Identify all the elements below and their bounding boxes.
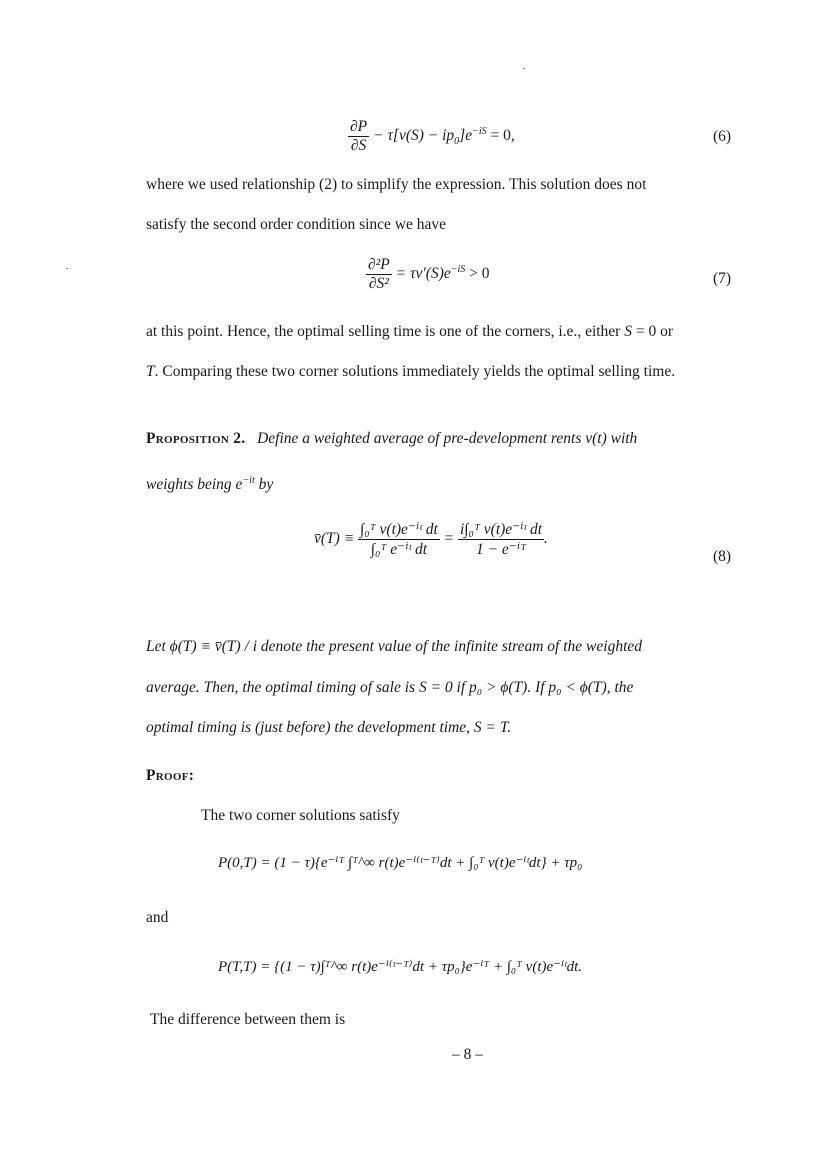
- eq6-fraction: [348, 118, 369, 155]
- text-line: The difference between them is: [150, 1011, 346, 1028]
- proposition-label: Proposition 2.: [146, 430, 246, 447]
- proposition-text: optimal timing is (just before) the development time, S = T.: [146, 719, 512, 736]
- equation-7: [366, 256, 490, 293]
- text-line: satisfy the second order condition since we have: [146, 216, 447, 233]
- proposition-heading: [146, 430, 637, 448]
- eq7-denominator: ∂S²: [366, 274, 392, 293]
- proposition-text: Define a weighted average of pre-development rents v(t) with: [257, 430, 638, 447]
- eq7-fraction: [366, 256, 392, 293]
- text-line: The two corner solutions satisfy: [201, 807, 400, 824]
- equation-6-number: (6): [713, 128, 732, 145]
- text-line: where we used relationship (2) to simplify the expression. This solution does not: [146, 176, 647, 193]
- text-line: at this point. Hence, the optimal selling time is one of the corners, i.e., either S = 0 or: [146, 323, 674, 340]
- equation-6: [348, 118, 515, 155]
- eq7-rhs: = $\tau v'(S)e^{-iS} > 0$: [395, 263, 490, 283]
- equation-8: v̄(T) ≡ $\frac{\text{∫₀ᵀ v(t)e⁻ⁱᵗ dt}}{\text{∫₀ᵀ e⁻ⁱᵗ dt}}$ = $\frac{\text{i∫₀ᵀ v(t)e⁻ⁱᵗ dt}}{\text{1 − e⁻ⁱᵀ}}$ .: [314, 521, 548, 558]
- eq8-numerator-1: ∫₀ᵀ v(t)e⁻ⁱᵗ dt: [360, 521, 438, 538]
- eq8-denominator-1: ∫₀ᵀ e⁻ⁱᵗ dt: [358, 539, 440, 559]
- eq6-denominator: ∂S: [348, 136, 369, 155]
- eq6-numerator: ∂P: [350, 118, 368, 135]
- equation-pTT: P(T,T) = {(1 − τ)∫ᵀ^∞ r(t)e⁻ⁱ⁽ᵗ⁻ᵀ⁾dt + τp₀}e⁻ⁱᵀ + ∫₀ᵀ v(t)e⁻ⁱᵗdt.: [218, 959, 583, 975]
- equation-8-number: (8): [713, 548, 732, 565]
- text-line: T. Comparing these two corner solutions immediately yields the optimal selling time.: [146, 363, 676, 380]
- equation-p0T: P(0,T) = (1 − τ){e⁻ⁱᵀ ∫ᵀ^∞ r(t)e⁻ⁱ⁽ᵗ⁻ᵀ⁾dt + ∫₀ᵀ v(t)e⁻ⁱᵗdt} + τp₀: [218, 855, 583, 871]
- equation-7-number: (7): [713, 270, 732, 287]
- eq8-numerator-2: i∫₀ᵀ v(t)e⁻ⁱᵗ dt: [460, 521, 543, 538]
- scan-speck: [66, 268, 68, 269]
- eq7-numerator: ∂²P: [368, 256, 390, 273]
- eq8-fraction-1: [358, 520, 440, 559]
- eq8-lhs: v̄(T) ≡: [314, 530, 355, 548]
- proposition-text: weights being $e^{-it}$ by: [146, 475, 274, 494]
- eq8-denominator-2: 1 − e⁻ⁱᵀ: [458, 539, 544, 559]
- eq8-equals: =: [443, 530, 455, 548]
- eq8-fraction-2: [458, 520, 544, 559]
- proposition-text: Let ϕ(T) ≡ v̄(T) / i denote the present value of the infinite stream of the weighted: [146, 638, 643, 655]
- page-number: – 8 –: [452, 1046, 483, 1063]
- text-line: and: [146, 909, 169, 926]
- eq6-rhs: − $\tau[v(S) - ip_0]e^{-iS} = 0$,: [373, 125, 515, 148]
- proposition-text: average. Then, the optimal timing of sale is S = 0 if p₀ > ϕ(T). If p₀ < ϕ(T), the: [146, 679, 634, 696]
- scan-speck: [523, 68, 525, 69]
- proof-label: Proof:: [146, 767, 195, 784]
